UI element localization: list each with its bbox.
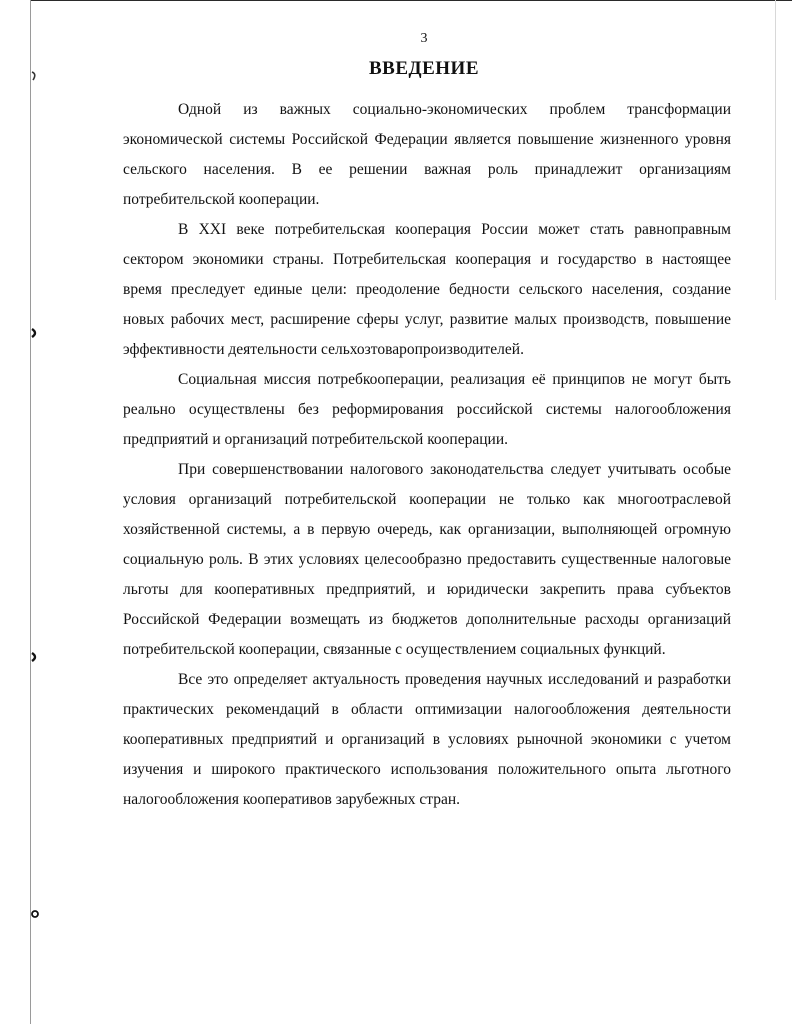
binding-mark-icon [31,908,39,920]
binding-mark-icon [31,327,39,339]
document-body [123,95,731,815]
page-title: ВВЕДЕНИЕ [369,58,479,79]
paragraph: Одной из важных социально-экономических проблем трансформации экономической системы Российской Федерации является повышение жизненного уровня сельского населения. В ее решении важная роль принадлежит организациям потребительской кооперации. [123,101,731,208]
paragraph: Все это определяет актуальность проведения научных исследований и разработки практических рекомендаций в области оптимизации налогообложения деятельности кооперативных предприятий и организаций в условиях рыночной экономики с учетом изучения и широкого практического использования положительного опыта льготного налогообложения кооперативов зарубежных стран. [123,671,731,808]
paragraph: В XXI веке потребительская кооперация России может стать равноправным сектором экономики страны. Потребительская кооперация и государство в настоящее время преследует единые цели: преодоление бедности сельского населения, создание новых рабочих мест, расширение сферы услуг, развитие малых производств, повышение эффективности деятельности сельхозтоваропроизводителей. [123,221,731,358]
page-number: 3 [420,31,428,46]
scan-edge-top [30,0,792,1]
scan-edge-left [30,0,31,1024]
paragraph: При совершенствовании налогового законодательства следует учитывать особые условия организаций потребительской кооперации не только как многоотраслевой хозяйственной системы, а в первую очередь, как организации, выполняющей огромную социальную роль. В этих условиях целесообразно предоставить существенные налоговые льготы для кооперативных предприятий, и юридически закрепить права субъектов Российской Федерации возмещать из бюджетов дополнительные расходы организаций потребительской кооперации, связанные с осуществлением социальных функций. [123,461,731,658]
paragraph: Социальная миссия потребкооперации, реализация её принципов не могут быть реально осуществлены без реформирования российской системы налогообложения предприятий и организаций потребительской кооперации. [123,371,731,448]
binding-mark-icon [31,651,39,663]
